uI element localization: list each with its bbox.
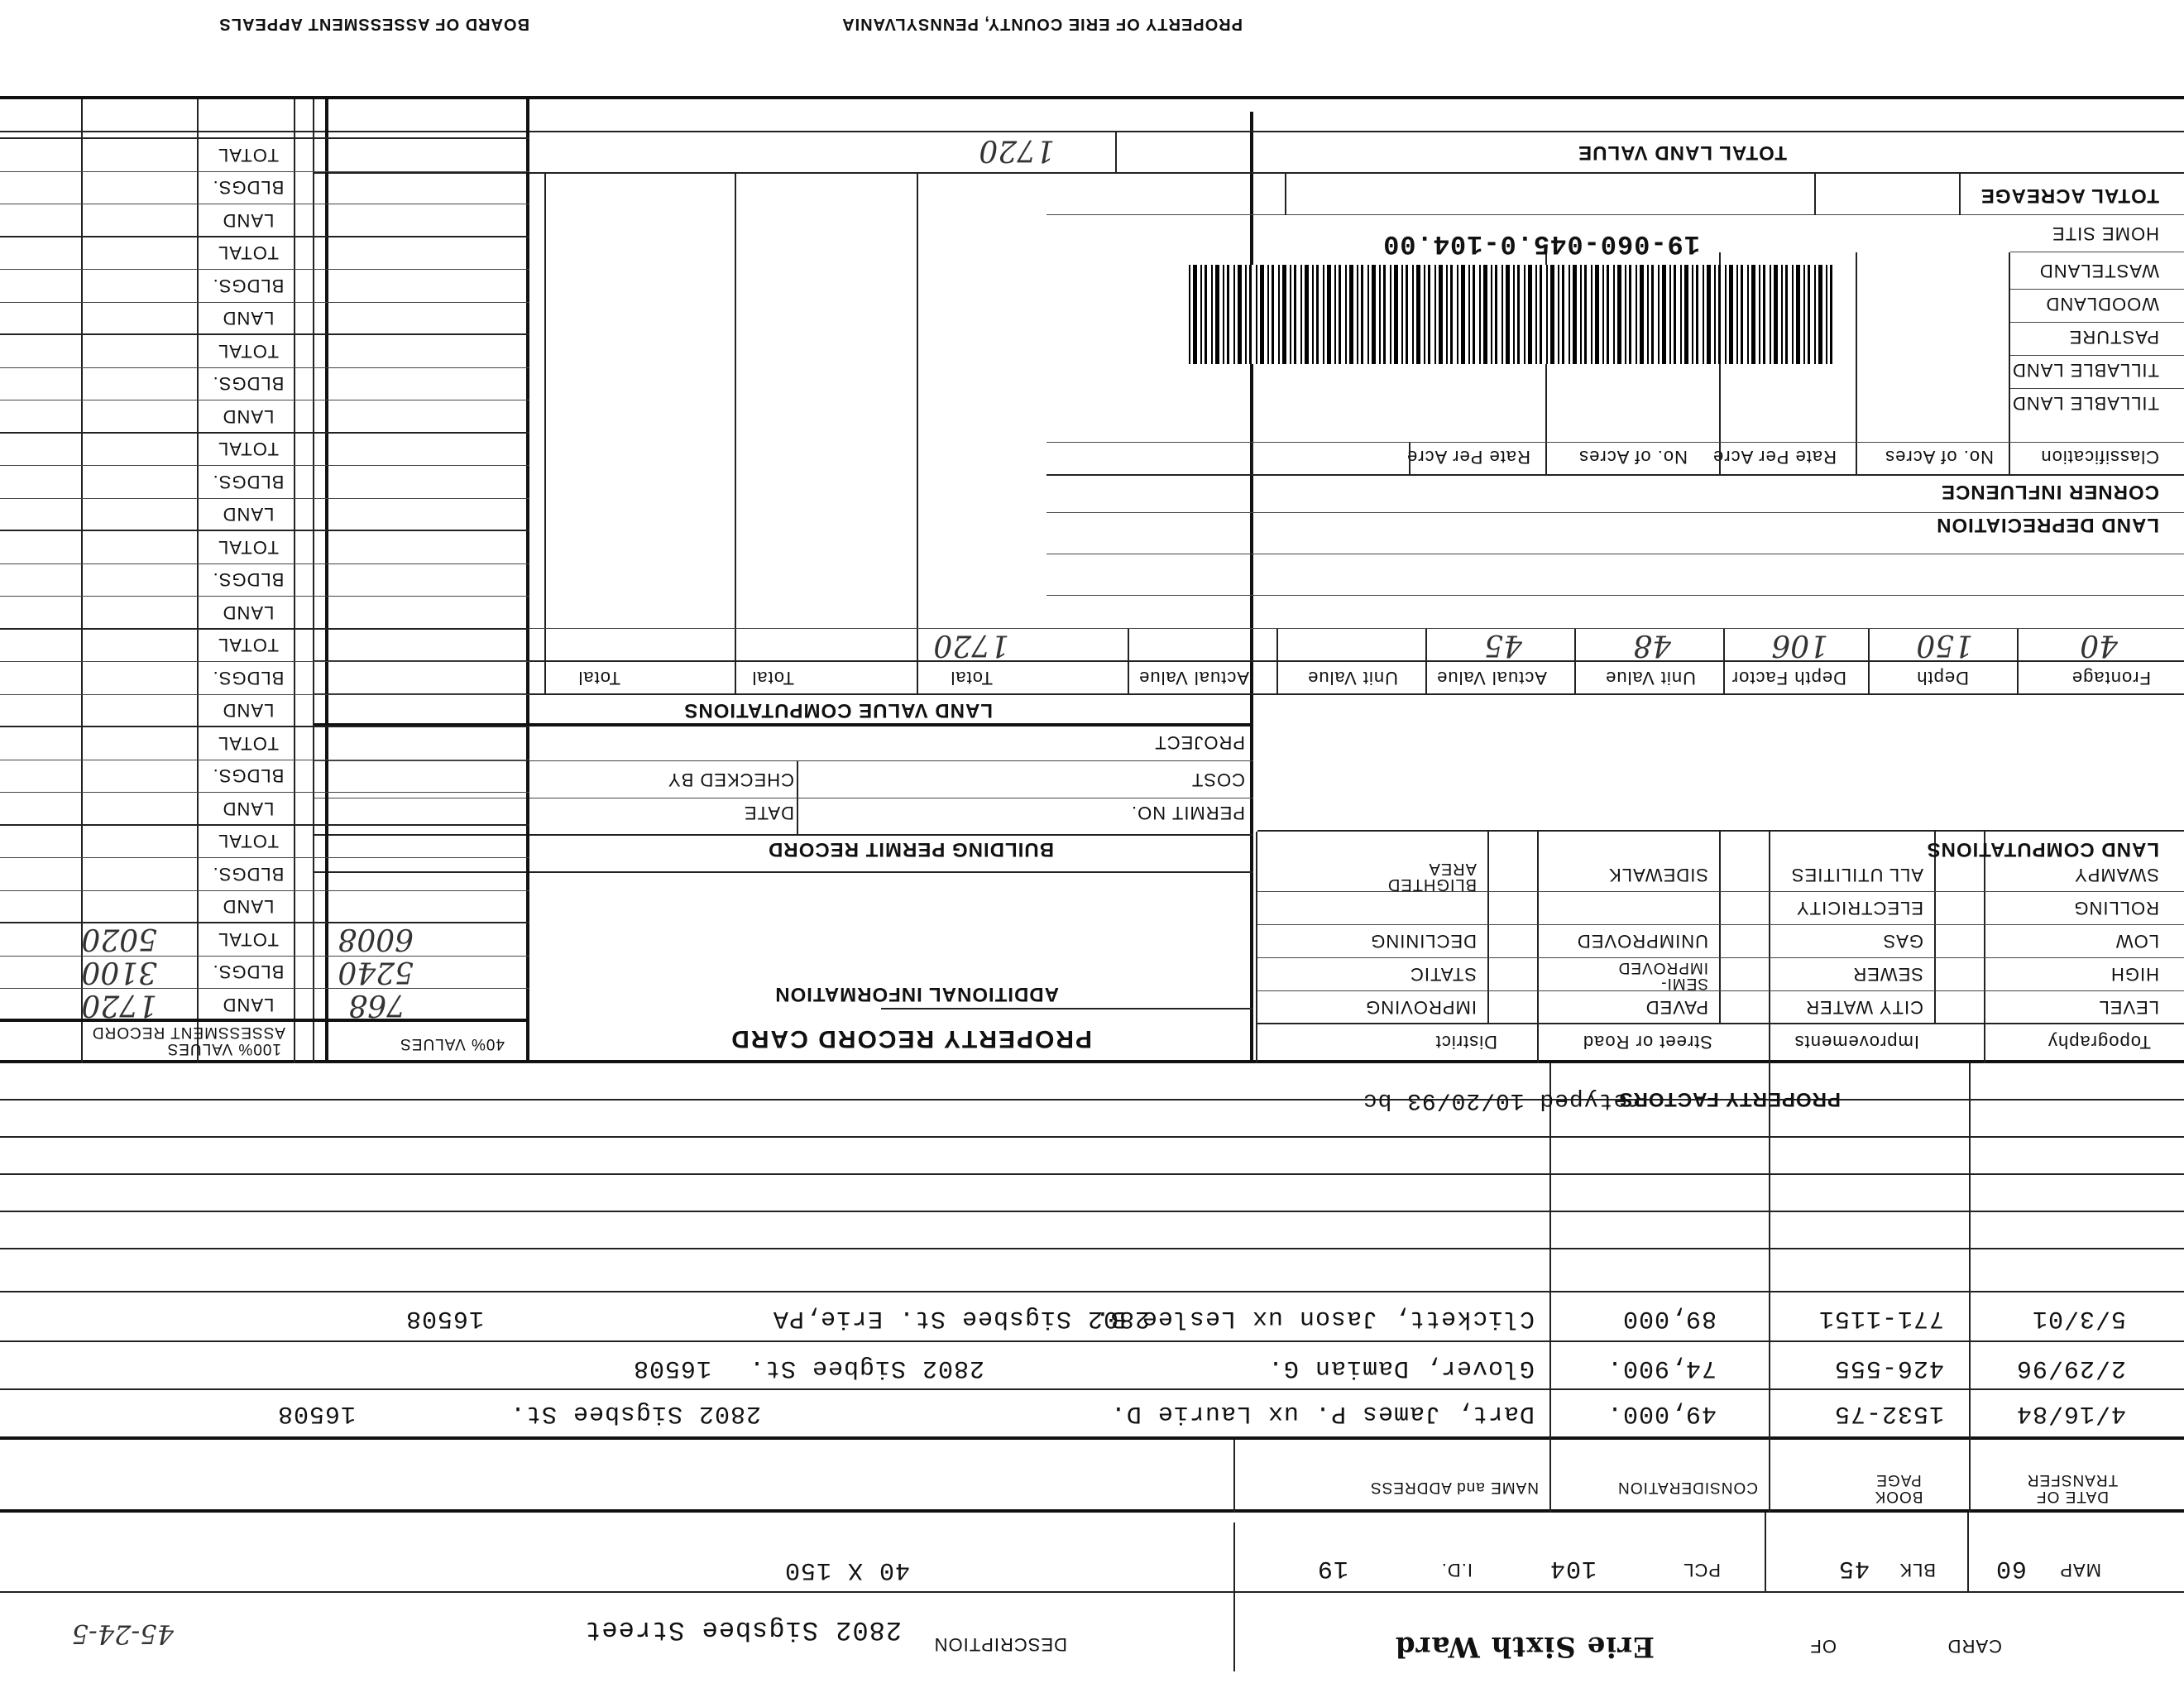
assessment-row-line: [0, 923, 529, 924]
assessment-label-land: LAND: [222, 700, 275, 722]
map-value: 60: [1995, 1554, 2027, 1582]
transfer-2-consideration: 74,900.: [1606, 1354, 1717, 1382]
acreage-line: [314, 172, 2184, 174]
street-unimproved: UNIMPROVED: [1576, 931, 1708, 952]
total-header-2: Total: [751, 668, 794, 688]
transfer-1-zip: 16508: [276, 1399, 356, 1427]
total-header-3: Total: [577, 668, 620, 688]
assessment-divider: [81, 99, 83, 1063]
transfer-1-name: Dart, James P. ux Laurie D.: [1109, 1399, 1535, 1427]
acreage-col: [1814, 174, 1816, 215]
land-value-header-line: [314, 693, 2184, 695]
assessment-label-bldgs: BLDGS.: [212, 177, 285, 199]
assessment-label-bldgs: BLDGS.: [212, 668, 285, 688]
depth-factor-value: 106: [1771, 628, 1828, 662]
assessment-row-line: [0, 989, 529, 990]
class-tillable-1: TILLABLE LAND: [2011, 393, 2159, 414]
building-permit-title: BUILDING PERMIT RECORD: [768, 838, 1054, 861]
assessment-label-total: TOTAL: [218, 439, 279, 460]
additional-info-label: ADDITIONAL INFORMATION: [774, 983, 1059, 1005]
ward-name: Erie Sixth Ward: [1394, 1630, 1655, 1663]
factors-row-line: [1257, 891, 2184, 892]
record-title-line: [881, 1008, 1253, 1009]
assessment-label-bldgs: BLDGS.: [212, 276, 285, 296]
corner-influence-title: CORNER INFLUENCE: [1940, 481, 2159, 503]
assessment-row-line: [0, 793, 529, 794]
land-col: [1425, 629, 1427, 695]
permit-top-line: [314, 871, 1253, 873]
id-label: I.D.: [1440, 1560, 1473, 1580]
bldgs-100-value: 3100: [81, 955, 157, 989]
acreage-col: [1285, 174, 1286, 215]
map-label: MAP: [2059, 1560, 2101, 1580]
assessment-label-land: LAND: [222, 602, 275, 623]
unit-value-header-1: Unit Value: [1605, 668, 1696, 688]
assessment-row-line: [0, 204, 529, 205]
class-woodland: WOODLAND: [2045, 294, 2159, 314]
id-value: 19: [1316, 1554, 1348, 1582]
district-declining: DECLINING: [1370, 931, 1477, 952]
assessment-label-land: LAND: [222, 504, 275, 525]
land-col: [1128, 629, 1129, 695]
assessment-header-line: [0, 1019, 529, 1022]
assessment-row-line: [0, 530, 529, 532]
assessment-divider: [325, 99, 328, 1063]
property-address: 2802 Sigsbee Street: [584, 1614, 902, 1645]
transfer-1-consideration: 49,000.: [1606, 1399, 1717, 1427]
district-static: STATIC: [1410, 964, 1477, 985]
factors-col: [1769, 832, 1770, 1063]
factors-row-line: [1257, 924, 2184, 925]
factors-col: [1984, 832, 1985, 1063]
transfer-name-header: NAME and ADDRESS: [1370, 1479, 1539, 1496]
pcl-value: 104: [1549, 1554, 1597, 1582]
street-sidewalk: SIDEWALK: [1608, 865, 1708, 885]
transfer-1-address: 2802 Sigsbee St.: [509, 1399, 761, 1427]
transfer-header-line: [0, 1436, 2184, 1440]
assessment-row-line: [0, 270, 529, 271]
transfer-1-date: 4/16/84: [2015, 1399, 2126, 1427]
assessment-label-bldgs: BLDGS.: [212, 961, 285, 983]
assessment-label-total: TOTAL: [218, 929, 279, 950]
transfer-1-book: 1532-75: [1833, 1399, 1944, 1427]
total-land-value-label: TOTAL LAND VALUE: [1578, 141, 1787, 164]
topo-level: LEVEL: [2098, 997, 2159, 1018]
assessment-row-line: [0, 824, 529, 826]
topo-high: HIGH: [2110, 964, 2159, 985]
acre-col: [1252, 443, 1253, 476]
assessment-row-line: [0, 466, 529, 467]
land-40-value: 768: [348, 988, 405, 1022]
transfer-row-line: [0, 1211, 2184, 1212]
total-header-1: Total: [950, 668, 993, 688]
transfer-2-date: 2/29/96: [2015, 1354, 2126, 1382]
assessment-record-label: ASSESSMENT RECORD: [91, 1024, 285, 1041]
total-value-1: 1720: [933, 628, 1009, 662]
parcel-barcode: [1187, 265, 1832, 364]
land-value-row-line: [1046, 595, 2184, 596]
class-pasture: PASTURE: [2068, 327, 2159, 348]
rate-header-2: Rate Per Acre: [1406, 447, 1530, 468]
class-wasteland: WASTELAND: [2038, 261, 2159, 281]
assessment-label-total: TOTAL: [218, 537, 279, 558]
transfer-header-divider: [1233, 1438, 1235, 1513]
district-improving: IMPROVING: [1365, 997, 1477, 1018]
frontage-value: 40: [2080, 628, 2118, 662]
assessment-row-line: [0, 171, 529, 172]
factors-bottom-line: [1257, 830, 2184, 832]
assessment-row-line: [0, 302, 529, 303]
transfer-2-book: 426-555: [1833, 1354, 1944, 1382]
land-value-row-line: [314, 660, 2184, 662]
topo-low: LOW: [2115, 931, 2159, 952]
total-land-col: [1115, 132, 1117, 174]
rate-header-1: Rate Per Acre: [1712, 447, 1837, 468]
assessment-label-bldgs: BLDGS.: [212, 864, 285, 885]
impr-city-water: CITY WATER: [1805, 997, 1923, 1018]
impr-all-utilities: ALL UTILITIES: [1790, 865, 1923, 885]
acre-row-line: [2010, 289, 2184, 290]
dimensions: 40 X 150: [783, 1556, 910, 1584]
district-header: District: [1434, 1032, 1497, 1053]
land-col: [2017, 629, 2019, 695]
actual-value-header-2: Actual Value: [1138, 668, 1249, 688]
land-col: [917, 174, 918, 695]
transfer-2-zip: 16508: [632, 1354, 711, 1382]
land-col: [735, 174, 736, 695]
card-label: CARD: [1947, 1636, 2002, 1657]
permit-row-line: [314, 760, 1253, 761]
assessment-divider: [294, 99, 295, 1063]
permit-divider: [797, 761, 798, 836]
assessment-label-total: TOTAL: [218, 341, 279, 362]
acres-header-1: No. of Acres: [1885, 447, 1994, 468]
transfer-book-header: BOOK PAGE: [1874, 1471, 1923, 1505]
actual-value-header-1: Actual Value: [1436, 668, 1547, 688]
transfer-col-2: [1769, 1062, 1770, 1513]
pcl-label: PCL: [1683, 1560, 1721, 1580]
acre-row-line: [2010, 388, 2184, 389]
depth-value: 150: [1916, 628, 1973, 662]
assessment-row-line: [0, 432, 529, 434]
assessment-label-bldgs: BLDGS.: [212, 765, 285, 787]
acre-col: [1409, 443, 1410, 476]
topo-swampy: SWAMPY: [2074, 865, 2159, 885]
land-col: [1574, 629, 1576, 695]
assessment-row-line: [0, 628, 529, 630]
description-label: DESCRIPTION: [933, 1634, 1067, 1655]
assessment-divider: [526, 99, 529, 1063]
transfer-top-line: [0, 1509, 2184, 1513]
land-row-line: [1046, 512, 2184, 513]
class-tillable-2: TILLABLE LAND: [2011, 360, 2159, 381]
assessment-row-line: [0, 956, 529, 957]
land-value-computations-title: LAND VALUE COMPUTATIONS: [683, 699, 993, 722]
transfer-2-name: Glover, Damian G.: [1267, 1354, 1535, 1382]
permit-line: [314, 834, 1253, 836]
land-col: [1723, 629, 1725, 695]
factors-header-line: [1257, 1023, 2184, 1024]
street-paved: PAVED: [1645, 997, 1708, 1018]
assessment-label-total: TOTAL: [218, 733, 279, 754]
frontage-header: Frontage: [2071, 668, 2151, 688]
total-land-value: 1720: [979, 133, 1055, 167]
transfer-row-line: [0, 1099, 2184, 1101]
street-semi-improved: SEMI-IMPROVED: [1617, 959, 1708, 992]
ward-divider: [1233, 1523, 1235, 1671]
assessment-label-bldgs: BLDGS.: [212, 569, 285, 591]
blk-value: 45: [1837, 1554, 1870, 1582]
impr-electricity: ELECTRICITY: [1795, 898, 1923, 918]
parcel-number: 19-060-045.0-104.00: [1382, 228, 1700, 259]
transfer-col-3: [1549, 1062, 1551, 1513]
transfer-3-date: 5/3/01: [2031, 1304, 2126, 1332]
total-40-value: 6008: [338, 922, 414, 956]
assessment-divider: [313, 99, 314, 1063]
transfer-3-zip: 16508: [405, 1304, 484, 1332]
assessment-row-line: [0, 563, 529, 564]
land-row-line: [1046, 474, 2184, 476]
assessment-row-line: [0, 400, 529, 401]
card-strip-line: [0, 1591, 2184, 1593]
topography-header: Topography: [2048, 1032, 2151, 1053]
permit-checked-label: CHECKED BY: [667, 770, 794, 790]
land-computations-title: LAND COMPUTATIONS: [1926, 838, 2159, 861]
factors-row-line: [1257, 957, 2184, 958]
board-of-appeals: BOARD OF ASSESSMENT APPEALS: [218, 15, 529, 33]
permit-no-label: PERMIT NO.: [1131, 803, 1245, 823]
classification-header: Classification: [2040, 447, 2159, 468]
transfer-3-name: Clickett, Jason ux Leslee B.: [1094, 1304, 1535, 1332]
land-depreciation-title: LAND DEPRECIATION: [1936, 514, 2159, 536]
acres-header-2: No. of Acres: [1578, 447, 1688, 468]
assessment-label-land: LAND: [222, 798, 275, 819]
transfer-row-line: [0, 1248, 2184, 1249]
record-card-title: PROPERTY RECORD CARD: [730, 1025, 1092, 1053]
factors-col: [1719, 832, 1721, 1024]
transfer-col-1: [1969, 1062, 1971, 1513]
street-header: Street or Road: [1582, 1032, 1712, 1053]
assessment-row-line: [0, 694, 529, 695]
assessment-label-total: TOTAL: [218, 635, 279, 656]
assessment-label-total: TOTAL: [218, 145, 279, 165]
transfer-row-line: [0, 1340, 2184, 1342]
bldgs-40-value: 5240: [338, 955, 414, 989]
assessment-row-line: [0, 498, 529, 499]
acre-row-line: [1046, 214, 2184, 215]
acre-row-line: [1046, 442, 2184, 443]
transfer-3-address: 2802 Sigsbee St. Erie,PA: [772, 1304, 1150, 1332]
acre-row-line: [2010, 322, 2184, 323]
transfer-3-book: 771-1151: [1818, 1304, 1944, 1332]
actual-value-1: 45: [1484, 628, 1522, 662]
of-label: OF: [1809, 1636, 1837, 1657]
factors-col: [1537, 832, 1539, 1063]
assessment-label-land: LAND: [222, 896, 275, 918]
assessment-row-line: [0, 236, 529, 237]
assessment-row-line: [0, 858, 529, 859]
assessment-label-land: LAND: [222, 406, 275, 427]
total-100-value: 5020: [81, 922, 157, 956]
depth-header: Depth: [1916, 668, 1969, 688]
topo-rolling: ROLLING: [2073, 898, 2159, 918]
land-100-value: 1720: [81, 988, 157, 1022]
improvements-header: Improvements: [1794, 1032, 1919, 1053]
permit-date-label: DATE: [743, 803, 794, 823]
assessment-row-line: [0, 138, 529, 140]
factors-row-line: [1257, 990, 2184, 991]
land-col: [1868, 629, 1870, 695]
transfer-date-header: DATE OF TRANSFER: [2026, 1471, 2119, 1505]
assessment-row-line: [0, 334, 529, 336]
transfer-row-line: [0, 1173, 2184, 1175]
acre-row-line: [2010, 355, 2184, 356]
assessment-label-bldgs: BLDGS.: [212, 373, 285, 395]
depth-factor-header: Depth Factor: [1731, 668, 1846, 688]
land-col: [544, 174, 546, 695]
transfer-row-line: [0, 1291, 2184, 1292]
factors-col: [1487, 832, 1489, 1024]
hundred-percent-label: 100% VALUES: [166, 1040, 281, 1057]
permit-project-label: PROJECT: [1154, 732, 1245, 753]
blk-label: BLK: [1899, 1560, 1936, 1580]
assessment-row-line: [0, 727, 529, 728]
forty-percent-label: 40% VALUES: [400, 1035, 505, 1053]
transfer-row-line: [0, 1388, 2184, 1390]
impr-sewer: SEWER: [1852, 964, 1923, 985]
property-factors-title: PROPERTY FACTORS: [1618, 1088, 1841, 1110]
assessment-label-bldgs: BLDGS.: [212, 472, 285, 492]
assessment-row-line: [0, 890, 529, 891]
assessment-label-land: LAND: [222, 995, 275, 1015]
retyped-note: retyped 10/20/93 bc: [1362, 1087, 1642, 1113]
transfer-3-consideration: 89,000: [1621, 1304, 1717, 1332]
total-acreage-label: TOTAL ACREAGE: [1980, 185, 2159, 207]
assessment-label-total: TOTAL: [218, 831, 279, 852]
acreage-col: [1959, 174, 1961, 215]
property-of-county: PROPERTY OF ERIE COUNTY, PENNSYLVANIA: [841, 15, 1243, 33]
district-blighted-area: BLIGHTED AREA: [1387, 860, 1477, 894]
assessment-label-land: LAND: [222, 308, 275, 329]
unit-value-1: 48: [1633, 628, 1671, 662]
unit-value-header-2: Unit Value: [1307, 668, 1398, 688]
assessment-divider: [197, 99, 199, 1063]
assessment-label-land: LAND: [222, 210, 275, 231]
permit-cost-label: COST: [1190, 770, 1245, 790]
corner-note: 45-24-5: [71, 1618, 174, 1650]
assessment-label-total: TOTAL: [218, 242, 279, 264]
land-col: [1276, 629, 1278, 695]
assessment-row-line: [0, 662, 529, 663]
impr-gas: GAS: [1882, 931, 1923, 952]
map-divider: [1967, 1510, 1969, 1593]
assessment-row-line: [0, 367, 529, 368]
transfer-row-line: [0, 1136, 2184, 1138]
blk-divider: [1765, 1510, 1766, 1593]
factors-col: [1256, 832, 1257, 1063]
transfer-consideration-header: CONSIDERATION: [1617, 1479, 1758, 1496]
center-divider: [1250, 112, 1253, 1063]
class-home-site: HOME SITE: [2051, 223, 2159, 244]
transfer-2-address: 2802 Sigbee St.: [748, 1354, 984, 1382]
